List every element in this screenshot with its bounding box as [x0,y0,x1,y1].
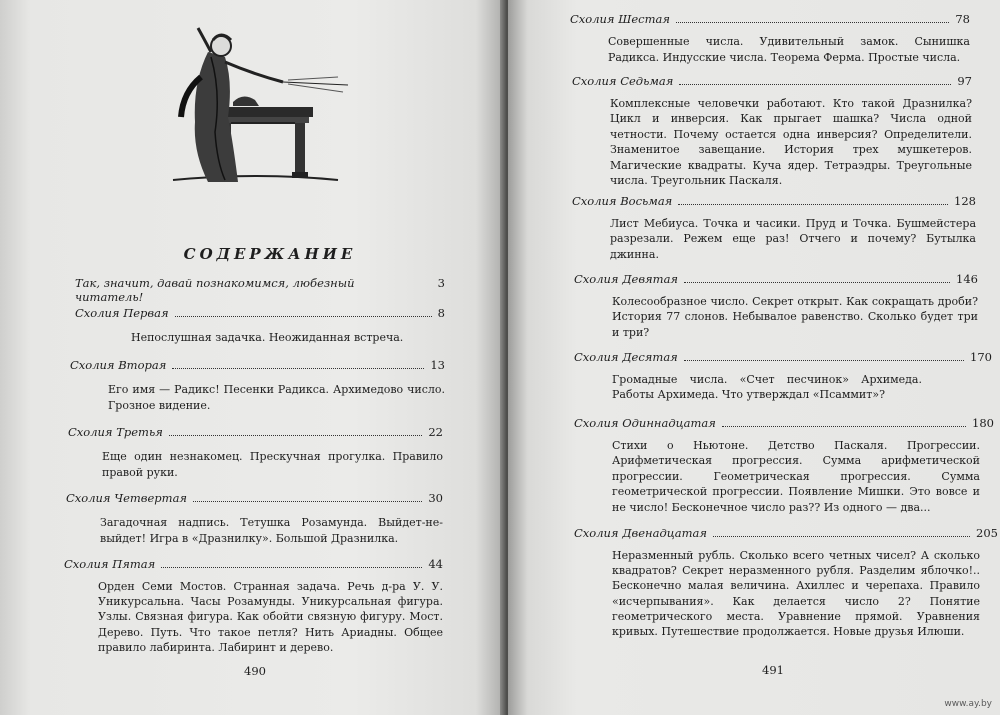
leader-dots [175,316,432,317]
entry-page-number: 97 [957,74,972,88]
entry-label: Схолия Пятая [64,557,156,571]
entry-description: Громадные числа. «Счет песчинок» Архимеда. Работы Архимеда. Что утверждал «Псаммит»? [612,373,922,402]
entry-page-number: 146 [956,272,978,286]
leader-dots [722,426,966,427]
leader-dots [161,567,422,568]
entry-label: Схолия Первая [75,306,169,320]
entry-description: Загадочная надпись. Тетушка Розамунда. Выйдет-не-выйдет! Игра в «Дразнилку». Большой Дразнилка. [100,516,443,546]
right-page [508,0,1000,715]
entry-page-number: 128 [954,194,976,208]
entry-description: Непослушная задачка. Неожиданная встреча. [131,331,404,344]
toc-entry [574,416,994,515]
toc-entry [574,272,978,340]
page-number: 490 [244,664,266,678]
entry-label: Схолия Шестая [570,12,670,26]
toc-entry [574,350,992,403]
entry-page-number: 8 [437,306,445,320]
entry-label: Схолия Двенадцатая [574,526,708,540]
leader-dots [679,84,951,85]
entry-label: Схолия Седьмая [572,74,674,88]
leader-dots [676,22,949,23]
intro-page-number: 3 [437,276,445,290]
entry-page-number: 22 [428,425,443,439]
toc-entry [68,425,443,482]
entry-description: Лист Мебиуса. Точка и часики. Пруд и Точка. Бушмейстера разрезали. Режем еще раз! Отчего и почему? Бутылка джинна. [610,217,976,261]
entry-description: Колесообразное число. Секрет открыт. Как сокращать дроби? История 77 слонов. Небывалое равенство. Сколько будет три и три? [612,295,978,339]
toc-entry [572,194,976,262]
greek-figure-at-table-icon [163,22,353,192]
entry-page-number: 13 [430,358,445,372]
entry-page-number: 205 [976,526,998,540]
entry-page-number: 30 [428,491,443,505]
entry-description: Еще один незнакомец. Прескучная прогулка. Правило правой руки. [102,450,443,480]
leader-dots [713,536,970,537]
entry-page-number: 170 [970,350,992,364]
leader-dots [678,204,948,205]
entry-description: Неразменный рубль. Сколько всего четных чисел? А сколько квадратов? Секрет неразменного рубля. Разделим яблочко!.. Бесконечно малая величина. Ахиллес и черепаха. Правило «исчерпывания». Как делается число 2? Понятие геометрического места. Уравнение прямой. Уравнения кривых. Путешествие продолжается. Новые друзья Илюши. [612,549,980,639]
leader-dots [172,368,424,369]
entry-label: Схолия Одиннадцатая [574,416,716,430]
toc-entry [70,358,445,415]
entry-page-number: 78 [955,12,970,26]
toc-entry [574,526,998,639]
toc-entry [66,491,443,548]
leader-dots [684,282,950,283]
entry-description: Комплексные человечки работают. Кто такой Дразнилка? Цикл и инверсия. Как прыгает шашка? Числа одной четности. Почему остается одна инверсия? Определители. Знаменитое завещание. История трех мушкетеров. Магические квадраты. Куча ядер. Тетраэдры. Треугольные числа. Треугольник Паскаля. [610,97,972,188]
entry-description: Стихи о Ньютоне. Детство Паскаля. Прогрессии. Арифметическая прогрессия. Сумма арифметической прогрессии. Геометрическая прогрессия. Сумма геометрической прогрессии. Появление Мишки. Это вовсе и не число! Бесконечное число раз?? Из одного — два... [612,439,980,514]
leader-dots [193,501,422,502]
toc-heading: СОДЕРЖАНИЕ [183,245,357,263]
entry-label: Схолия Четвертая [66,491,188,505]
watermark: www.ay.by [944,699,992,709]
toc-entry [75,306,445,346]
entry-page-number: 180 [972,416,994,430]
toc-entry [572,74,972,188]
intro-entry [75,276,445,304]
entry-page-number: 44 [428,557,443,571]
entry-label: Схолия Третья [68,425,163,439]
entry-description: Орден Семи Мостов. Странная задача. Речь д-ра У. У. Уникурсальна. Часы Розамунды. Уникурсальная фигура. Узлы. Связная фигура. Как обойти связную фигуру. Мост. Дерево. Путь. Что такое петля? Нить Ариадны. Общее правило лабиринта. Лабиринт и дерево. [98,580,443,654]
toc-entry [64,557,443,655]
entry-label: Схолия Десятая [574,350,678,364]
entry-description: Его имя — Радикс! Песенки Радикса. Архимедово число. Грозное видение. [108,383,445,413]
entry-label: Схолия Девятая [574,272,679,286]
leader-dots [684,360,964,361]
page-number: 491 [762,663,784,677]
entry-label: Схолия Восьмая [572,194,673,208]
toc-entry [570,12,970,67]
intro-label: Так, значит, давай познакомимся, любезный читатель! [75,276,355,304]
entry-description: Совершенные числа. Удивительный замок. Сынишка Радикса. Индусские числа. Теорема Ферма. Простые числа. [608,35,970,65]
entry-label: Схолия Вторая [70,358,167,372]
leader-dots [169,435,423,436]
